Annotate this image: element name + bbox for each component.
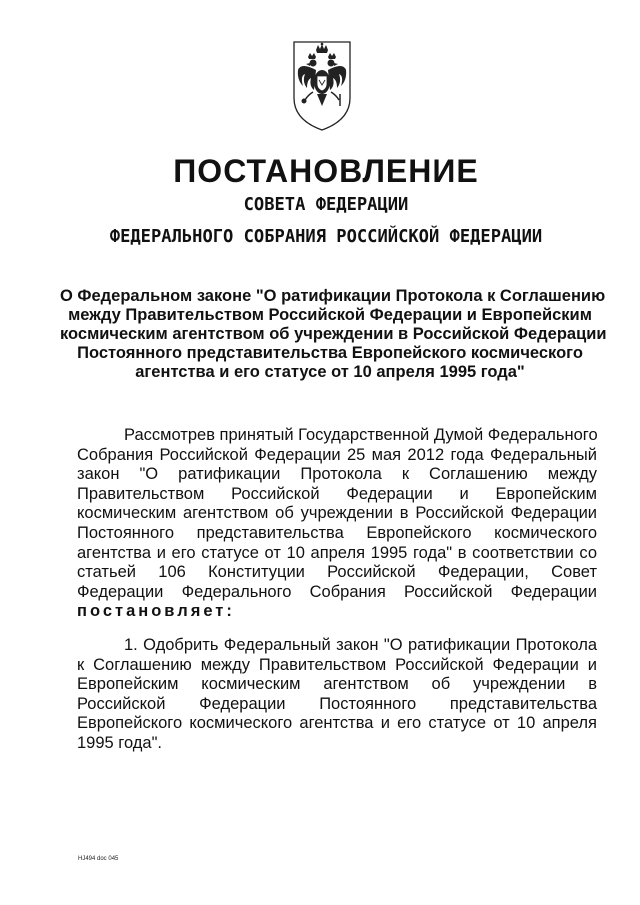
item-1-line: Европейского космического агентства и его статусе от 10 апреля [77, 714, 597, 733]
subject-line: агентства и его статусе от 10 апреля 1995 года" [135, 363, 525, 381]
preamble-line: космическим агентством об учреждении в Российской Федерации [77, 504, 597, 523]
preamble-paragraph [77, 426, 597, 622]
item-1-line: 1995 года". [77, 733, 163, 752]
item-1-line: Европейским космическим агентством об учреждении в [77, 675, 597, 694]
state-emblem-icon [291, 40, 353, 132]
document-title: ПОСТАНОВЛЕНИЕ [173, 153, 479, 189]
preamble-line: Собрания Российской Федерации 25 мая 2012 года Федеральный [77, 445, 597, 464]
document-code: HJ494 doc 045 [78, 856, 119, 862]
preamble-line: Постоянного представительства Европейского космического [77, 523, 597, 542]
issuer-line-1: СОВЕТА ФЕДЕРАЦИИ [243, 194, 409, 215]
subject-line: Постоянного представительства Европейского космического [77, 344, 583, 362]
decree-word: постановляет: [77, 602, 235, 621]
subject-line: между Правительством Российской Федерации и Европейским [68, 306, 592, 324]
item-1-paragraph [77, 636, 597, 754]
item-1-line: к Соглашению между Правительством Российской Федерации и [77, 655, 597, 674]
subject-line: О Федеральном законе "О ратификации Протокола к Соглашению [60, 287, 606, 305]
preamble-line: агентства и его статусе от 10 апреля 1995 года" в соответствии со [77, 543, 597, 562]
preamble-line: Федерации Федерального Собрания Российской Федерации [77, 582, 597, 601]
item-1-line: Российской Федерации Постоянного представительства [77, 694, 597, 713]
item-1-line: 1. Одобрить Федеральный закон "О ратификации Протокола [124, 636, 597, 654]
document-subject [60, 287, 607, 382]
preamble-line: Правительством Российской Федерации и Европейским [77, 484, 597, 503]
preamble-line: Рассмотрев принятый Государственной Думой Федерального [124, 426, 598, 444]
preamble-line: закон "О ратификации Протокола к Соглашению между [77, 465, 597, 484]
subject-line: космическим агентством об учреждении в Российской Федерации [60, 325, 607, 343]
issuer-line-2: ФЕДЕРАЛЬНОГО СОБРАНИЯ РОССИЙСКОЙ ФЕДЕРАЦИИ [109, 226, 543, 247]
preamble-line: статьей 106 Конституции Российской Федерации, Совет [77, 563, 597, 582]
